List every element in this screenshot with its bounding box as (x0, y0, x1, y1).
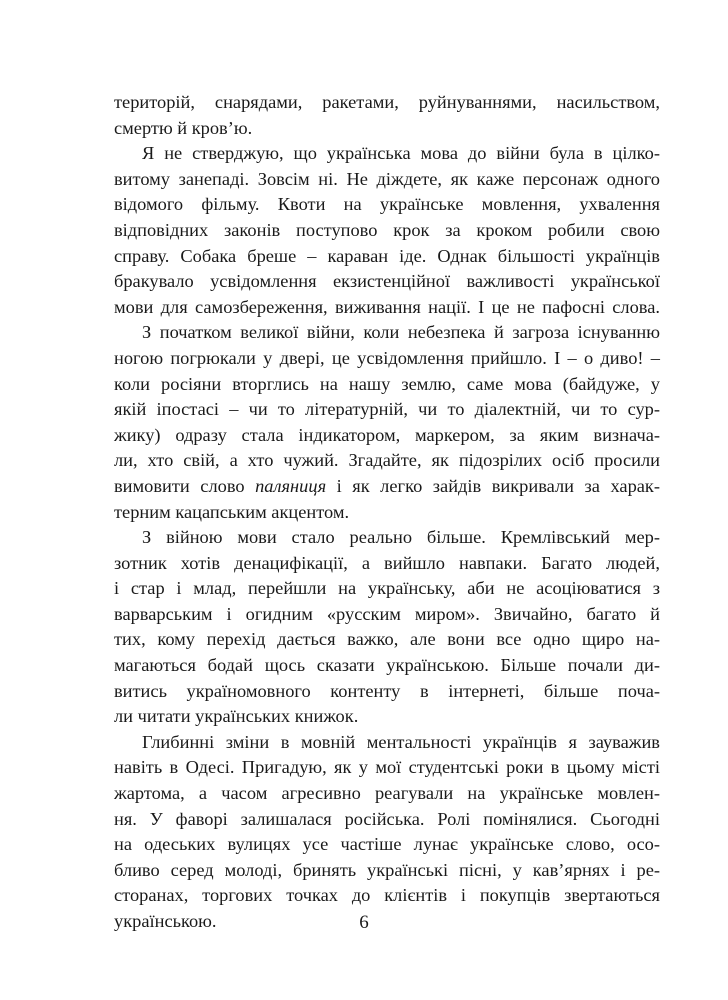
paragraph (114, 730, 660, 935)
text-line: і стар і млад, перейшли на українську, аби не асоціюватися з (114, 578, 660, 599)
text-line: жику) одразу стала індикатором, маркером, за яким визнача- (114, 424, 660, 445)
text-line: терним кацапським акцентом. (114, 501, 350, 522)
text-line: варварським і огидним «русским миром». Звичайно, багато й (114, 603, 660, 624)
text-line: ня. У фаворі залишалася російська. Ролі помінялися. Сьогодні (114, 808, 660, 829)
text-line: ногою погрюкали у двері, це усвідомлення прийшло. І – о диво! – (114, 347, 660, 368)
text-line: відповідних законів поступово крок за кроком робили свою (114, 219, 660, 240)
body-text (114, 90, 660, 935)
text-line: З початком великої війни, коли небезпека й загроза існуванню (142, 322, 660, 343)
text-line: магаються бодай щось сказати українською. Більше почали ди- (114, 655, 660, 676)
text-line: бливо серед молоді, бринять українські пісні, у кав’ярнях і ре- (114, 859, 660, 880)
italic-word: паляниця (255, 475, 327, 496)
text-line: мови для самозбереження, виживання нації. І це не пафосні слова. (114, 296, 660, 317)
text-line: вимовити слово паляниця і як легко зайдів викривали за харак- (114, 475, 660, 496)
text-line: ли читати українських книжок. (114, 706, 359, 727)
text-line: жартома, а часом агресивно реагували на українське мовлен- (114, 783, 660, 804)
paragraph (114, 141, 660, 320)
text-line: відомого фільму. Квоти на українське мовлення, ухвалення (114, 194, 660, 215)
text-line: бракувало усвідомлення екзистенційної важливості української (114, 271, 660, 292)
text-line: на одеських вулицях усе частіше лунає українське слово, осо- (114, 834, 660, 855)
text-line: тих, кому перехід дається важко, але вони все одно щиро на- (114, 629, 660, 650)
text-line: З війною мови стало реально більше. Кремлівський мер- (142, 527, 660, 548)
text-line: зотник хотів денацифікації, а вийшло навпаки. Багато людей, (114, 552, 660, 573)
page-number: 6 (359, 912, 369, 933)
text-line: навіть в Одесі. Пригадую, як у мої студентські роки в цьому місті (114, 757, 660, 778)
text-line: сторанах, торгових точках до клієнтів і покупців звертаються (114, 885, 660, 906)
text-line: Глибинні зміни в мовній ментальності українців я зауважив (142, 731, 660, 752)
text-line: територій, снарядами, ракетами, руйнуваннями, насильством, (114, 92, 660, 112)
paragraph (114, 525, 660, 730)
text-line: коли росіяни вторглись на нашу землю, саме мова (байдуже, у (114, 373, 660, 394)
text-line: якій іпостасі – чи то літературній, чи то діалектній, чи то сур- (114, 399, 660, 420)
text-line: витись україномовного контенту в інтернеті, більше поча- (114, 680, 660, 701)
text-line: українською. (114, 911, 217, 931)
paragraph (114, 320, 660, 525)
text-line: справу. Собака бреше – караван іде. Однак більшості українців (114, 245, 660, 266)
text-line: Я не стверджую, що українська мова до війни була в цілко- (142, 143, 660, 164)
text-line: смертю й кров’ю. (114, 117, 253, 138)
text-line: витому занепаді. Зовсім ні. Не діждете, як каже персонаж одного (114, 168, 660, 189)
text-line: ли, хто свій, а хто чужий. Згадайте, як підозрілих осіб просили (114, 450, 660, 471)
paragraph (114, 90, 660, 141)
